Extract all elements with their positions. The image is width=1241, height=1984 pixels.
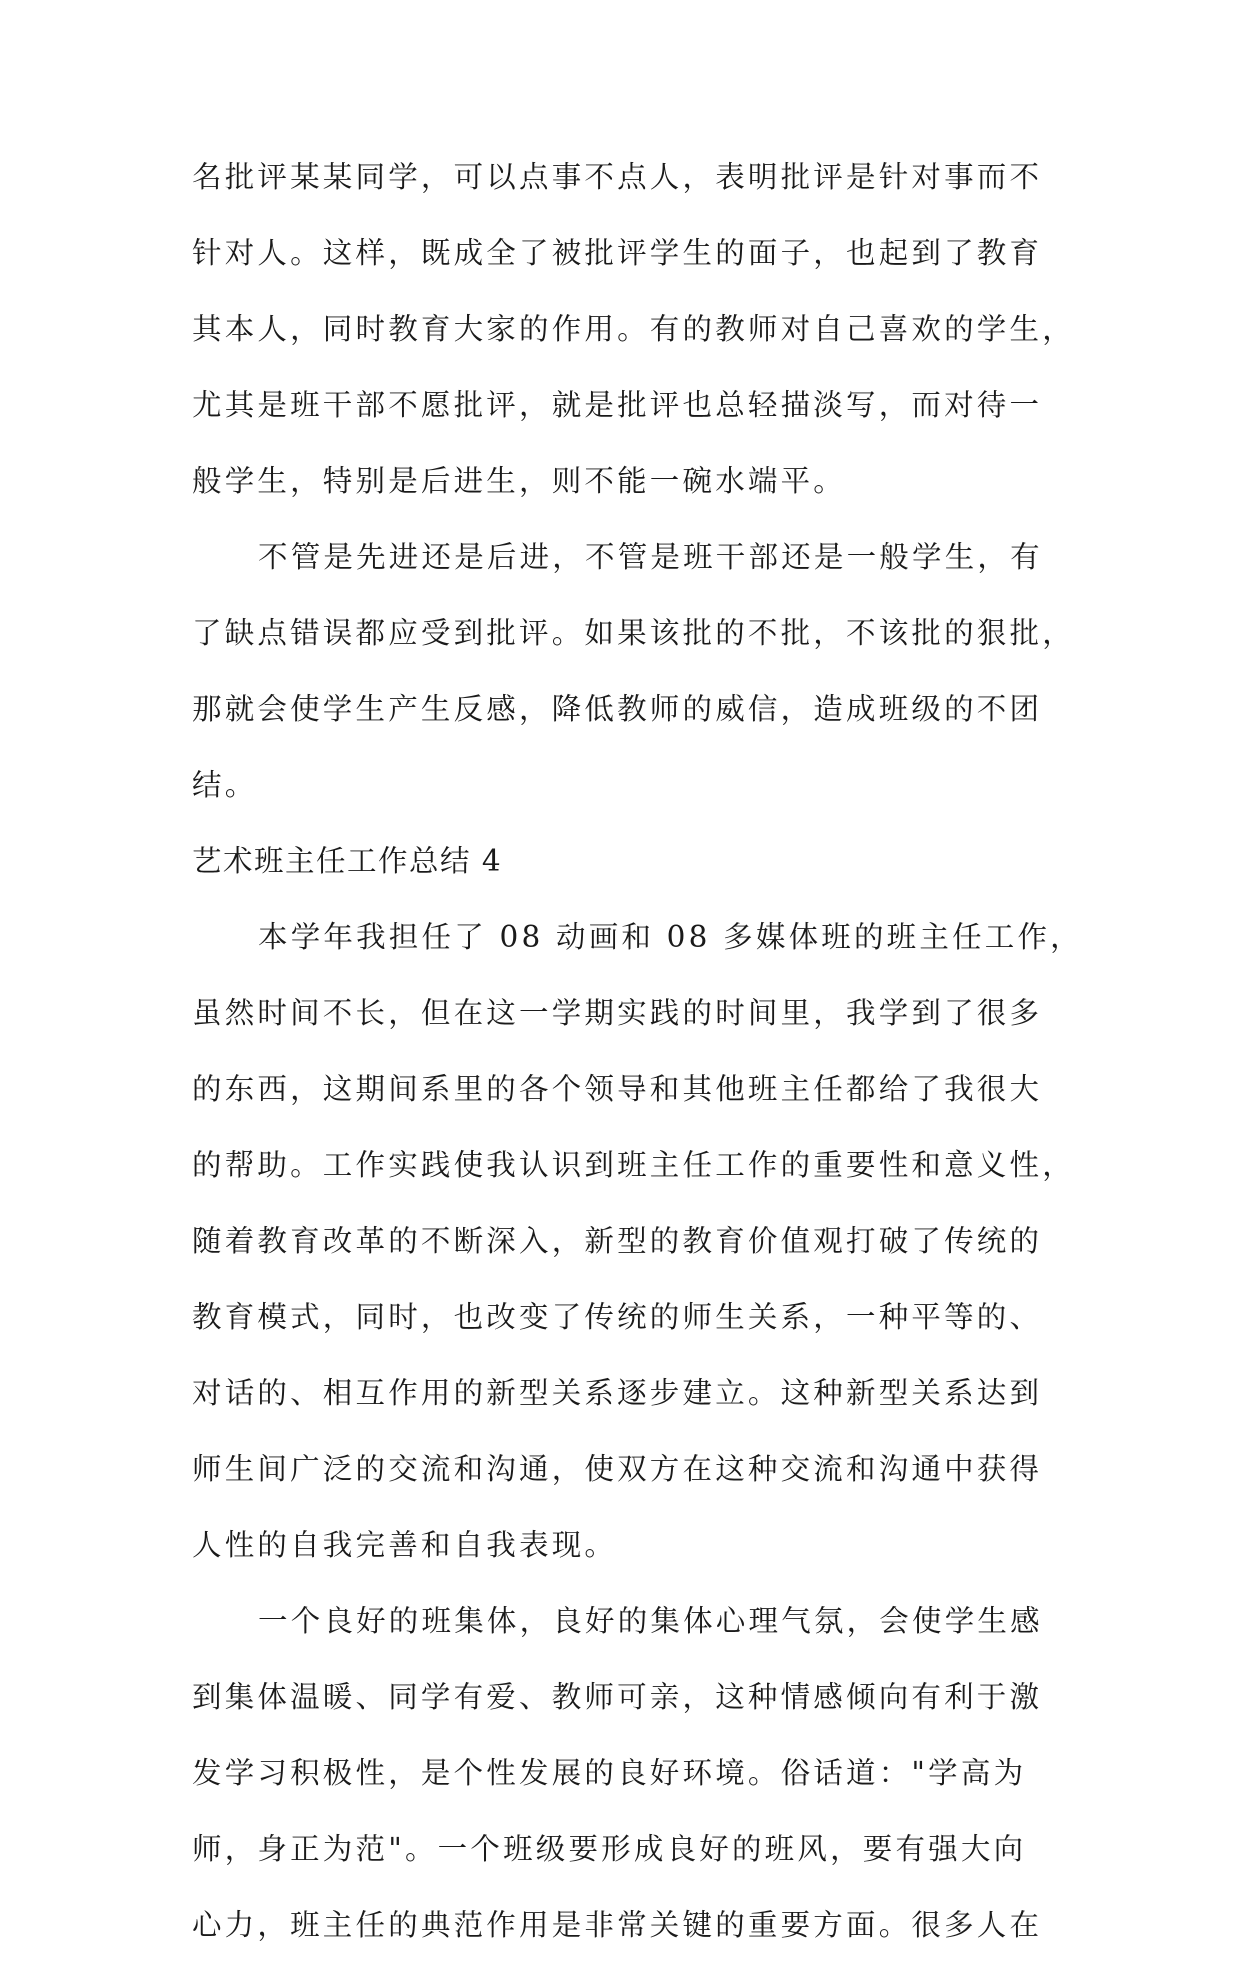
- text-line: 心力，班主任的典范作用是非常关键的重要方面。很多人在: [192, 1908, 1043, 1942]
- text-line: 师，身正为范"。一个班级要形成良好的班风，要有强大向: [192, 1832, 1027, 1866]
- text-line: 到集体温暖、同学有爱、教师可亲，这种情感倾向有利于激: [192, 1680, 1043, 1714]
- text-line: 针对人。这样，既成全了被批评学生的面子，也起到了教育: [192, 236, 1043, 270]
- text-line: 的帮助。工作实践使我认识到班主任工作的重要性和意义性，: [192, 1148, 1075, 1182]
- paragraph-start-line: 本学年我担任了 08 动画和 08 多媒体班的班主任工作，: [258, 920, 1083, 954]
- text-line: 结。: [192, 768, 258, 802]
- section-heading: 艺术班主任工作总结 4: [192, 844, 503, 878]
- paragraph-start-line: 不管是先进还是后进，不管是班干部还是一般学生，有: [258, 540, 1043, 574]
- text-line: 对话的、相互作用的新型关系逐步建立。这种新型关系达到: [192, 1376, 1043, 1410]
- text-line: 教育模式，同时，也改变了传统的师生关系，一种平等的、: [192, 1300, 1043, 1334]
- text-line: 随着教育改革的不断深入，新型的教育价值观打破了传统的: [192, 1224, 1043, 1258]
- text-line: 其本人，同时教育大家的作用。有的教师对自己喜欢的学生，: [192, 312, 1075, 346]
- paragraph-start-line: 一个良好的班集体，良好的集体心理气氛，会使学生感: [258, 1604, 1043, 1638]
- text-line: 的东西，这期间系里的各个领导和其他班主任都给了我很大: [192, 1072, 1043, 1106]
- text-line: 人性的自我完善和自我表现。: [192, 1528, 618, 1562]
- text-line: 尤其是班干部不愿批评，就是批评也总轻描淡写，而对待一: [192, 388, 1043, 422]
- text-line: 师生间广泛的交流和沟通，使双方在这种交流和沟通中获得: [192, 1452, 1043, 1486]
- text-line: 名批评某某同学，可以点事不点人，表明批评是针对事而不: [192, 160, 1043, 194]
- text-line: 了缺点错误都应受到批评。如果该批的不批，不该批的狠批，: [192, 616, 1075, 650]
- text-line: 那就会使学生产生反感，降低教师的威信，造成班级的不团: [192, 692, 1043, 726]
- text-line: 虽然时间不长，但在这一学期实践的时间里，我学到了很多: [192, 996, 1043, 1030]
- text-line: 般学生，特别是后进生，则不能一碗水端平。: [192, 464, 847, 498]
- text-line: 发学习积极性，是个性发展的良好环境。俗话道："学高为: [192, 1756, 1027, 1790]
- document-body: [192, 160, 1083, 1984]
